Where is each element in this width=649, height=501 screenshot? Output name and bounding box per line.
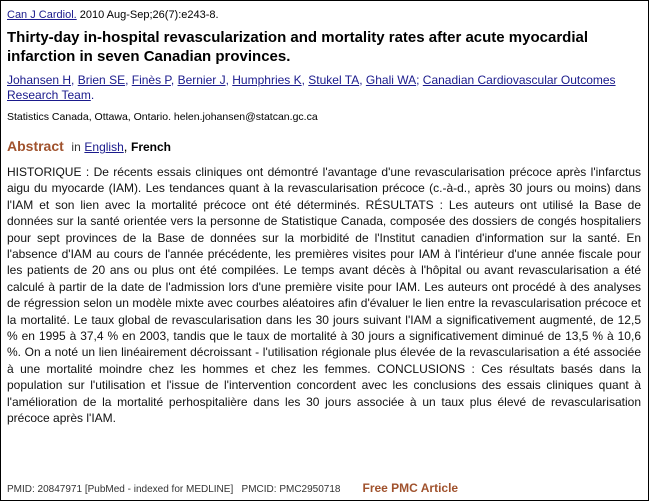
author-link[interactable]: Finès P xyxy=(131,73,171,87)
abstract-header xyxy=(7,138,643,155)
abstract-text: HISTORIQUE : De récents essais cliniques ont démontré l'avantage d'une revascularisation précoce après l'infarctus aigu du myocarde (IAM). Les tendances quant à la revascularisation précoce (c.-à-d., après 30 jours ou moins) dans l'IAM et son lien avec la mortalité précoce ont été déterminés. RÉSULTATS : Les auteurs ont utilisé la Base de données sur la santé orientée vers la personne de Statistique Canada, composée des dossiers de congés hospitaliers pour sept provinces de la Base de données sur la morbidité de l'Institut canadien d'information sur la santé. En l'absence d'IAM au cours de l'année précédente, les premières visites pour IAM à l'intérieur d'une année fiscale pour les patients de 20 ans ou plus ont été compilées. Le temps avant décès à l'hôpital ou avant revascularisation a été calculé à partir de la date de l'admission lors d'une première visite pour IAM. Les auteurs ont procédé à des analyses de régression selon un modèle mixte avec courbes aléatoires afin d'évaluer le lien entre la revascularisation précoce et la mortalité. Le taux global de revascularisation dans les 30 jours suivant l'IAM a significativement augmenté, de 12,5 % en 1995 à 37,4 % en 2003, tandis que le taux de mortalité à 30 jours a significativement diminué de 13,5 % à 10,6 %. On a noté un lien linéairement décroissant - l'utilisation régionale plus élevée de la revascularisation a été associée à une mortalité moindre chez les hommes et chez les femmes. CONCLUSIONS : Ces résultats basés dans la population sur l'utilisation et l'issue de l'intervention concordent avec les conclusions des essais cliniques quant à l'amélioration de la mortalité perhospitalière dans les 30 jours associée à un taux plus élevé de revascularisation précoce après l'IAM. xyxy=(7,165,641,426)
author-link[interactable]: Brien SE xyxy=(77,73,126,87)
free-pmc-article-link[interactable]: Free PMC Article xyxy=(362,481,459,495)
citation-details: 2010 Aug-Sep;26(7):e243-8. xyxy=(76,9,219,21)
author-link[interactable]: Bernier J xyxy=(177,73,226,87)
article-content xyxy=(7,9,643,427)
author-link[interactable]: Canadian Cardiovascular Outcomes Research Team xyxy=(7,73,616,102)
affiliation: Statistics Canada, Ottawa, Ontario. helen.johansen@statcan.gc.ca xyxy=(7,111,318,123)
citation xyxy=(7,9,643,22)
english-language-link[interactable]: English xyxy=(84,140,124,154)
article-title: Thirty-day in-hospital revascularization and mortality rates after acute myocardial infarction in seven Canadian provinces. xyxy=(7,29,589,65)
language-separator: , xyxy=(123,139,128,154)
journal-link[interactable]: Can J Cardiol. xyxy=(7,9,77,21)
author-link[interactable]: Stukel TA xyxy=(308,73,360,87)
abstract-label: Abstract xyxy=(7,138,64,154)
abstract-in-label: in xyxy=(71,140,81,154)
author-link[interactable]: Humphries K xyxy=(232,73,302,87)
author-link[interactable]: Johansen H xyxy=(7,73,72,87)
footer xyxy=(7,482,458,496)
author-link[interactable]: Ghali WA xyxy=(365,73,417,87)
pmid-info: PMID: 20847971 [PubMed - indexed for MEDLINE] PMCID: PMC2950718 xyxy=(7,484,341,495)
current-language: French xyxy=(131,140,172,154)
author-list: Johansen H, Brien SE, Finès P, Bernier J, Humphries K, Stukel TA, Ghali WA; Canadian Cardiovascular Outcomes Research Team. xyxy=(7,73,616,102)
